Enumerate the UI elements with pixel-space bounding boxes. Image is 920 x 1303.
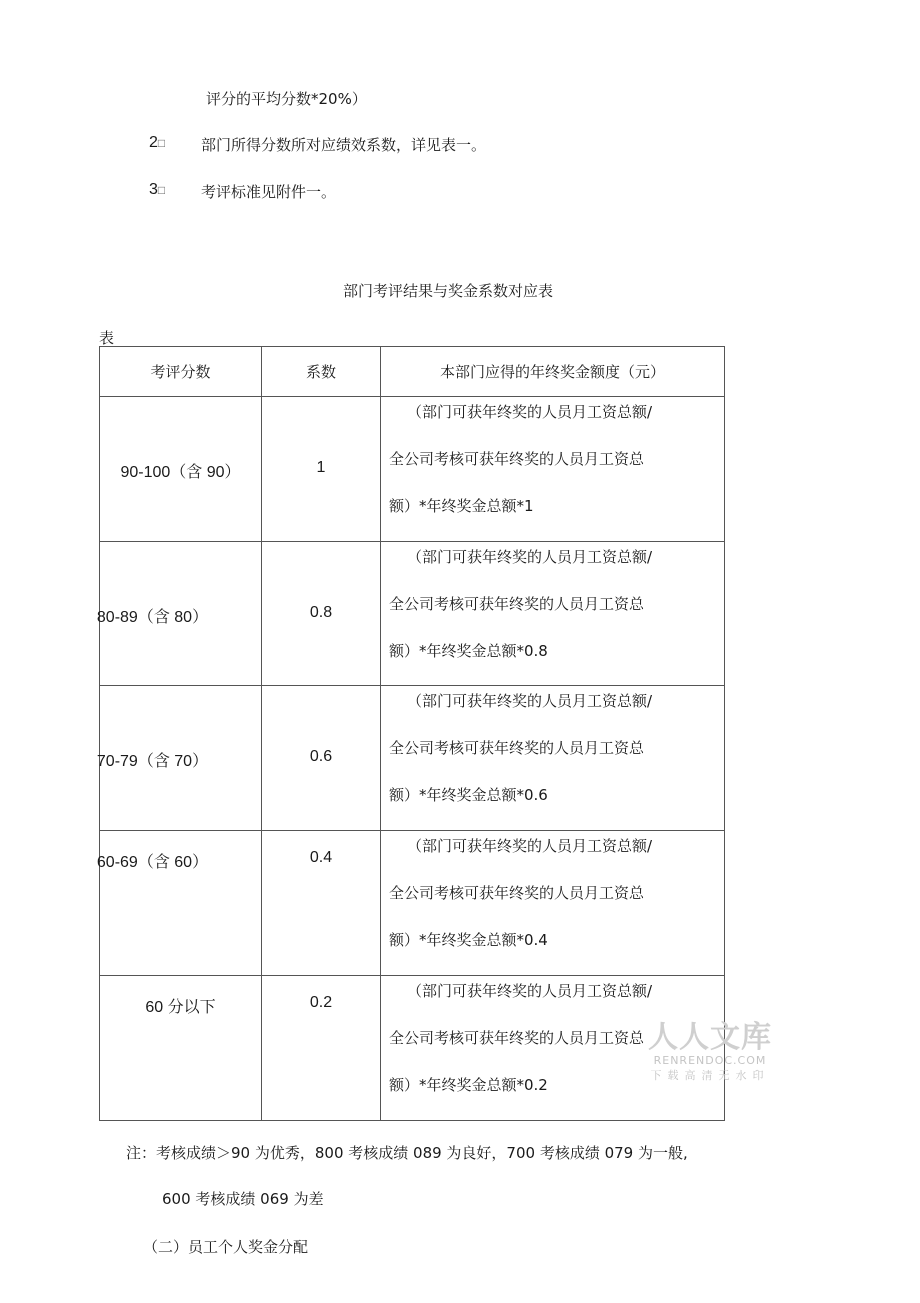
table-row — [100, 976, 725, 1121]
table-header-row — [100, 347, 725, 397]
formula-cell: （部门可获年终奖的人员月工资总额/ 全公司考核可获年终奖的人员月工资总 额）*年终奖金总额*0.6 — [381, 686, 725, 831]
list-item-number: 3□ — [149, 181, 166, 198]
coefficient-cell: 0.2 — [262, 976, 381, 1121]
coefficient-cell: 0.4 — [262, 831, 381, 976]
note-line: 600 考核成绩 069 为差 — [162, 1190, 324, 1208]
formula-cell: （部门可获年终奖的人员月工资总额/ 全公司考核可获年终奖的人员月工资总 额）*年终奖金总额*0.4 — [381, 831, 725, 976]
formula-cell: （部门可获年终奖的人员月工资总额/ 全公司考核可获年终奖的人员月工资总 额）*年终奖金总额*0.2 — [381, 976, 725, 1121]
score-cell: 70-79（含 70） — [100, 686, 262, 831]
score-cell: 60-69（含 60） — [100, 831, 262, 976]
column-header-bonus-amount: 本部门应得的年终奖金额度（元） — [381, 347, 725, 397]
column-header-coefficient: 系数 — [262, 347, 381, 397]
formula-cell: （部门可获年终奖的人员月工资总额/ 全公司考核可获年终奖的人员月工资总 额）*年终奖金总额*0.8 — [381, 542, 725, 686]
list-item-text: 部门所得分数所对应绩效系数，详见表一。 — [201, 136, 487, 154]
coefficient-cell: 1 — [262, 397, 381, 542]
intro-line: 评分的平均分数*20%） — [206, 90, 367, 108]
watermark-logo: 人人文库 RENRENDOC.COM 下载高清无水印 — [648, 1020, 772, 1082]
coefficient-cell: 0.8 — [262, 542, 381, 686]
table-row — [100, 542, 725, 686]
section-heading: （二）员工个人奖金分配 — [143, 1238, 309, 1256]
table-row — [100, 397, 725, 542]
score-cell: 90-100（含 90） — [100, 397, 262, 542]
column-header-score: 考评分数 — [100, 347, 262, 397]
bonus-coefficient-table — [96, 346, 725, 1121]
list-item-number: 2□ — [149, 134, 166, 151]
score-cell: 60 分以下 — [100, 976, 262, 1121]
list-item-text: 考评标准见附件一。 — [201, 183, 337, 201]
table-row — [100, 686, 725, 831]
table-label: 表 — [99, 329, 115, 347]
formula-cell: （部门可获年终奖的人员月工资总额/ 全公司考核可获年终奖的人员月工资总 额）*年终奖金总额*1 — [381, 397, 725, 542]
coefficient-cell: 0.6 — [262, 686, 381, 831]
note-line: 注：考核成绩＞90 为优秀，800 考核成绩 089 为良好，700 考核成绩 079 为一般, — [126, 1144, 688, 1162]
table-row — [100, 831, 725, 976]
score-cell: 80-89（含 80） — [100, 542, 262, 686]
table-title: 部门考评结果与奖金系数对应表 — [343, 282, 554, 300]
